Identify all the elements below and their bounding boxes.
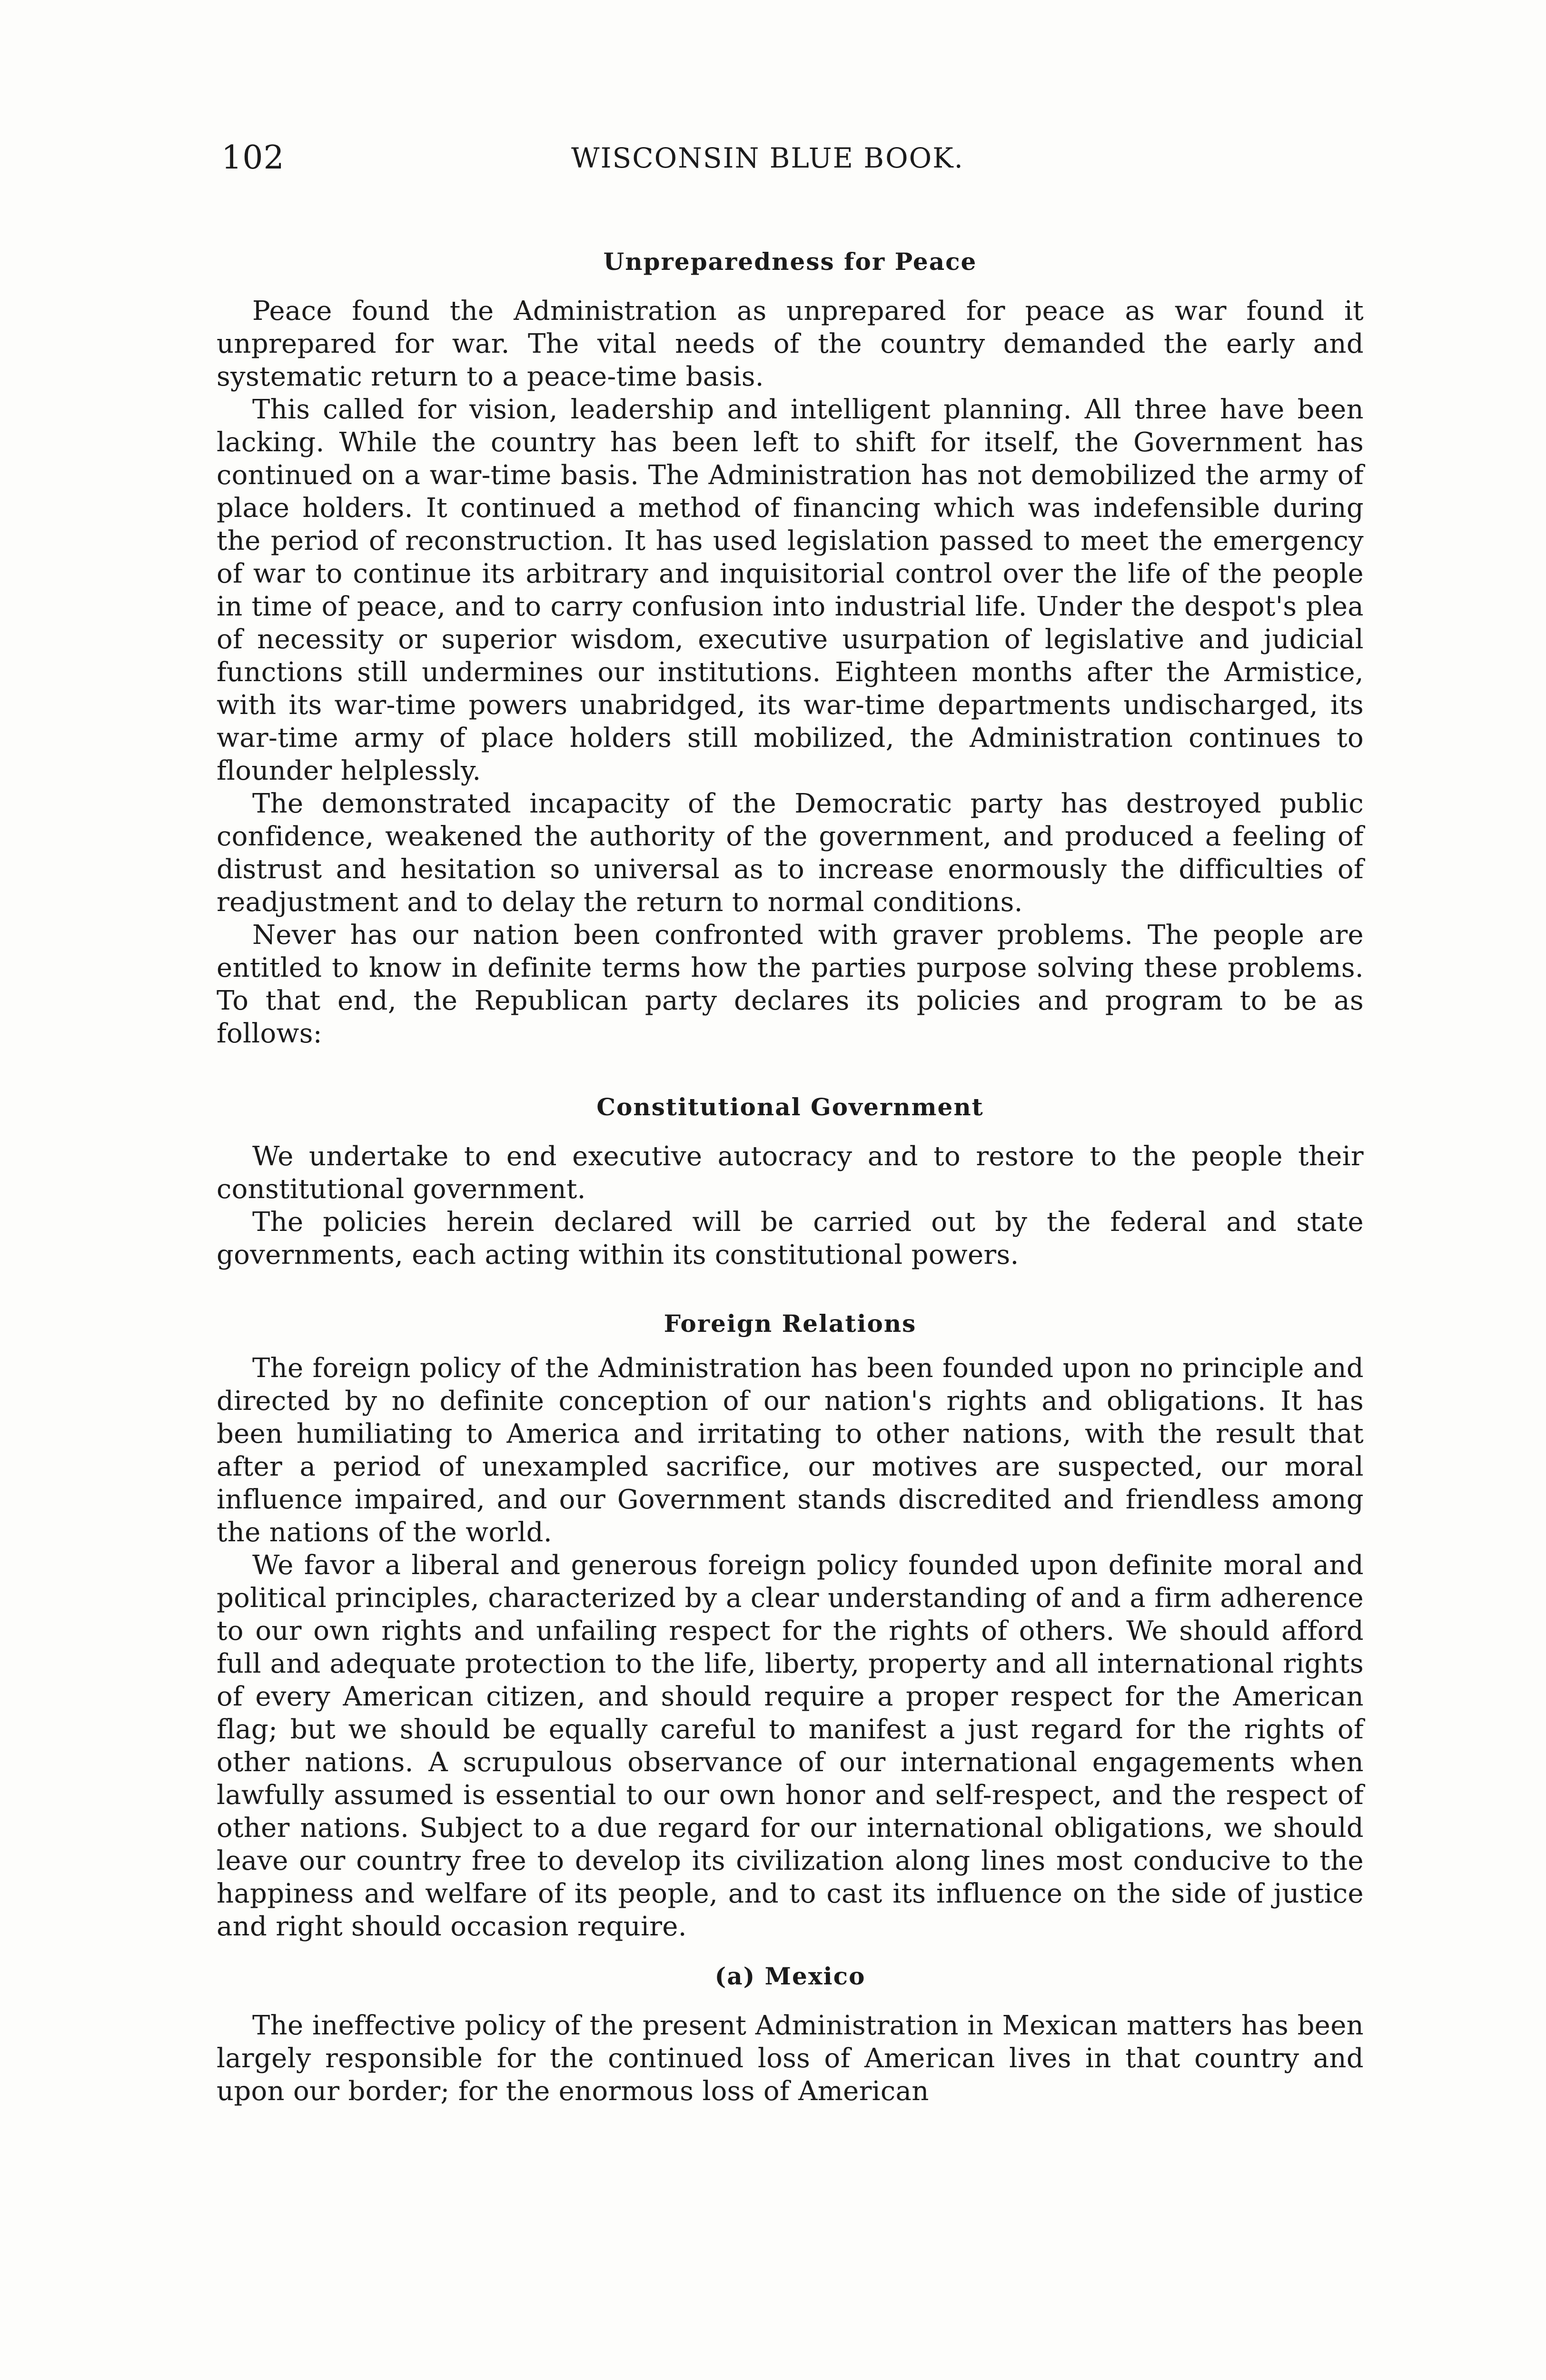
running-head: WISCONSIN BLUE BOOK. bbox=[571, 142, 964, 174]
paragraph: Never has our nation been confronted with graver problems. The people are entitled to know in definite terms how the parties purpose solving these problems. To that end, the Republican party declares its policies and program to be as follows: bbox=[217, 920, 1364, 1049]
section-heading-foreign-relations: Foreign Relations bbox=[664, 1309, 917, 1338]
paragraph: The demonstrated incapacity of the Democratic party has destroyed public confidence, weakened the authority of the government, and produced a feeling of distrust and hesitation so universal as to increase enormously the difficulties of readjustment and to delay the return to normal conditions. bbox=[217, 788, 1364, 918]
section-heading-mexico: (a) Mexico bbox=[714, 1962, 866, 1990]
page-number: 102 bbox=[221, 139, 285, 177]
paragraph: We undertake to end executive autocracy and to restore to the people their constitutional government. bbox=[217, 1141, 1364, 1205]
page-header bbox=[221, 139, 1364, 187]
paragraph: Peace found the Administration as unprepared for peace as war found it unprepared for war. The vital needs of the country demanded the early and systematic return to a peace-time basis. bbox=[217, 296, 1364, 392]
paragraph: We favor a liberal and generous foreign policy founded upon definite moral and political principles, characterized by a clear understanding of and a firm adherence to our own rights and unfailing respect for the rights of others. We should afford full and adequate protection to the life, liberty, property and all international rights of every American citizen, and should require a proper respect for the American flag; but we should be equally careful to manifest a just regard for the rights of other nations. A scrupulous observance of our international engagements when lawfully assumed is essential to our own honor and self-respect, and the respect of other nations. Subject to a due regard for our international obligations, we should leave our country free to develop its civilization along lines most conducive to the happiness and welfare of its people, and to cast its influence on the side of justice and right should occasion require. bbox=[217, 1550, 1364, 1942]
paragraph: The policies herein declared will be carried out by the federal and state governments, each acting within its constitutional powers. bbox=[217, 1207, 1364, 1270]
paragraph: The foreign policy of the Administration has been founded upon no principle and directed by no definite conception of our nation's rights and obligations. It has been humiliating to America and irritating to other nations, with the result that after a period of unexampled sacrifice, our motives are suspected, our moral influence impaired, and our Government stands discredited and friendless among the nations of the world. bbox=[217, 1353, 1364, 1548]
section-heading-unpreparedness: Unpreparedness for Peace bbox=[603, 248, 977, 276]
section-heading-constitutional-government: Constitutional Government bbox=[596, 1093, 984, 1121]
page-body bbox=[217, 248, 1364, 2108]
paragraph: The ineffective policy of the present Administration in Mexican matters has been largely responsible for the continued loss of American lives in that country and upon our border; for the enormous loss of American bbox=[217, 2010, 1364, 2107]
paragraph: This called for vision, leadership and intelligent planning. All three have been lacking. While the country has been left to shift for itself, the Government has continued on a war-time basis. The Administration has not demobilized the army of place holders. It continued a method of financing which was indefensible during the period of reconstruction. It has used legislation passed to meet the emergency of war to continue its arbitrary and inquisitorial control over the life of the people in time of peace, and to carry confusion into industrial life. Under the despot's plea of necessity or superior wisdom, executive usurpation of legislative and judicial functions still undermines our institutions. Eighteen months after the Armistice, with its war-time powers unabridged, its war-time departments undischarged, its war-time army of place holders still mobilized, the Administration continues to flounder helplessly. bbox=[217, 394, 1364, 786]
